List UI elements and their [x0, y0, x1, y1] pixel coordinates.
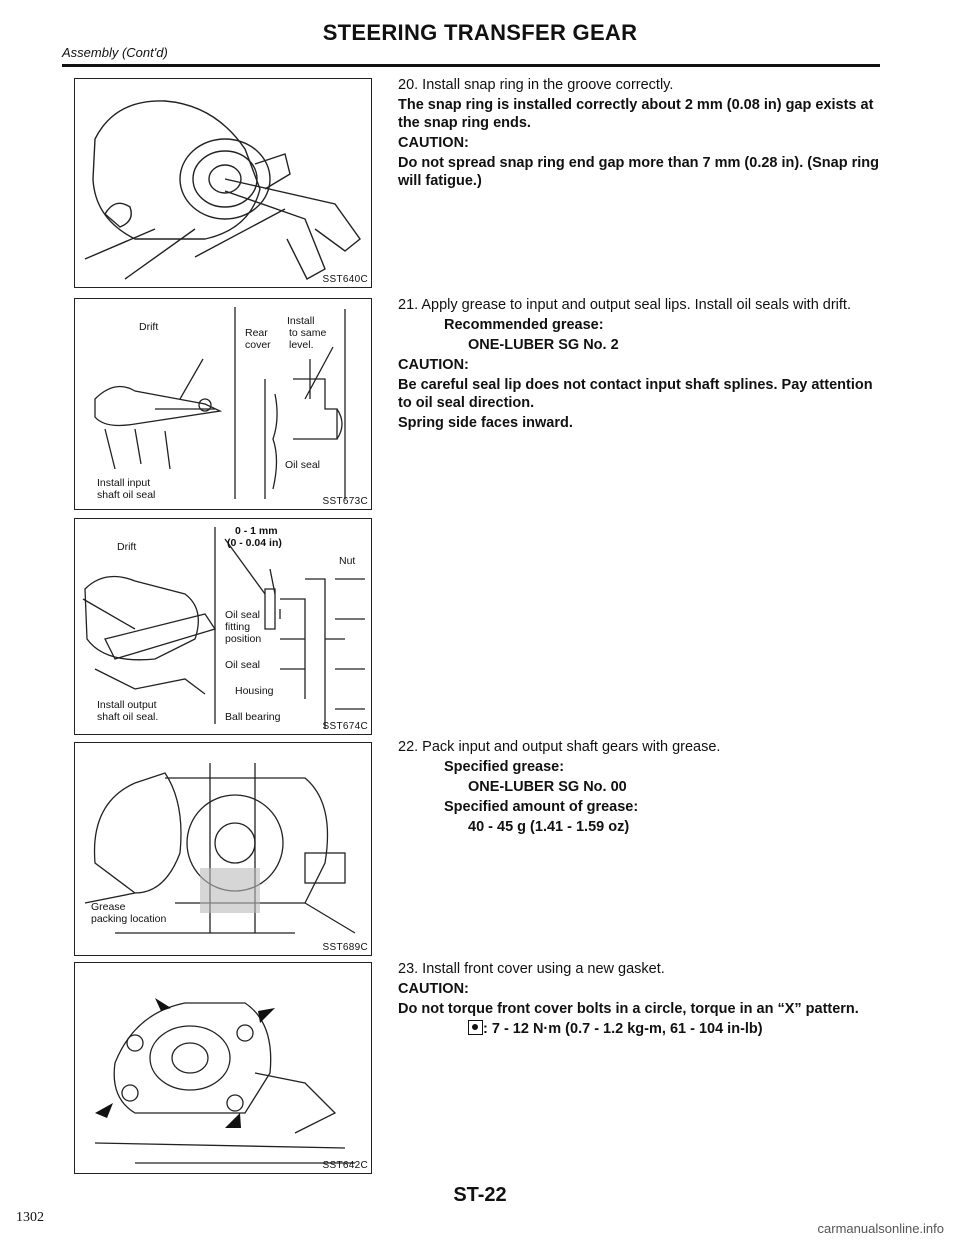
watermark: carmanualsonline.info	[817, 1221, 944, 1236]
label-grease: Grease	[91, 901, 126, 913]
page-number: ST-22	[453, 1184, 507, 1206]
figure-code: SST689C	[322, 942, 368, 953]
label-to-same: to same	[289, 327, 327, 339]
step-23-torque: : 7 - 12 N·m (0.7 - 1.2 kg-m, 61 - 104 in-lb)	[483, 1021, 763, 1037]
label-install: Install	[287, 315, 315, 327]
step-21-caution-label: CAUTION:	[398, 357, 469, 373]
label-oil-seal: Oil seal	[285, 459, 321, 471]
label-ball-bearing: Ball bearing	[225, 711, 281, 723]
step-23-caution: Do not torque front cover bolts in a circle, torque in an “X” pattern.	[398, 1001, 859, 1017]
label-position: position	[225, 633, 262, 645]
step-20-main: 20. Install snap ring in the groove correctly.	[398, 77, 674, 93]
label-rear: Rear	[245, 327, 268, 339]
label-cover: cover	[245, 339, 271, 351]
step-23-torque-line	[398, 1020, 886, 1038]
figure-code: SST642C	[322, 1160, 368, 1171]
label-clearance-in: (0 - 0.04 in)	[227, 537, 282, 549]
side-page-number: 1302	[16, 1210, 44, 1225]
label-fitting: fitting	[225, 621, 251, 633]
label-nut: Nut	[339, 555, 356, 567]
label-drift: Drift	[117, 541, 137, 553]
step-22-amount: 40 - 45 g (1.41 - 1.59 oz)	[468, 819, 630, 835]
figure-code: SST674C	[322, 721, 368, 732]
front-cover-illustration	[75, 963, 371, 1173]
step-20-note: The snap ring is installed correctly about 2 mm (0.08 in) gap exists at the snap ring ends.	[398, 97, 874, 131]
step-21	[398, 296, 886, 434]
figure-front-cover	[74, 962, 372, 1174]
step-21-grease: ONE-LUBER SG No. 2	[468, 337, 619, 353]
label-packing-location: packing location	[91, 913, 167, 925]
label-shaft-oil-seal: shaft oil seal.	[97, 711, 159, 723]
section-subtitle: Assembly (Cont'd)	[62, 45, 168, 60]
step-22-main: 22. Pack input and output shaft gears with grease.	[398, 739, 721, 755]
step-23	[398, 960, 886, 1040]
step-22-grease-label: Specified grease:	[444, 759, 565, 775]
label-shaft-oil-seal: shaft oil seal	[97, 489, 156, 501]
label-clearance-mm: 0 - 1 mm	[235, 525, 278, 537]
figure-input-seal	[74, 298, 372, 510]
step-23-caution-label: CAUTION:	[398, 981, 469, 997]
step-20	[398, 76, 886, 192]
label-housing: Housing	[235, 685, 274, 697]
step-22-amount-label: Specified amount of grease:	[444, 799, 639, 815]
step-21-caution-2: Spring side faces inward.	[398, 415, 573, 431]
label-oil-seal: Oil seal	[225, 659, 261, 671]
header-rule	[62, 64, 880, 67]
figure-snap-ring	[74, 78, 372, 288]
step-21-caution: Be careful seal lip does not contact input shaft splines. Pay attention to oil seal direction.	[398, 377, 873, 411]
step-22	[398, 738, 886, 838]
torque-wrench-icon	[468, 1020, 483, 1035]
figure-code: SST640C	[322, 274, 368, 285]
step-20-caution: Do not spread snap ring end gap more than 7 mm (0.28 in). (Snap ring will fatigue.)	[398, 155, 879, 189]
step-22-grease: ONE-LUBER SG No. 00	[468, 779, 627, 795]
step-21-grease-label: Recommended grease:	[444, 317, 604, 333]
step-20-caution-label: CAUTION:	[398, 135, 469, 151]
figure-code: SST673C	[322, 496, 368, 507]
label-drift: Drift	[139, 321, 159, 333]
page-title: STEERING TRANSFER GEAR	[322, 20, 638, 45]
figure-output-seal	[74, 518, 372, 735]
step-23-main: 23. Install front cover using a new gasket.	[398, 961, 665, 977]
label-level: level.	[289, 339, 314, 351]
snap-ring-illustration	[75, 79, 371, 287]
label-install-output: Install output	[97, 699, 157, 711]
label-install-input: Install input	[97, 477, 151, 489]
step-21-main: 21. Apply grease to input and output seal lips. Install oil seals with drift.	[398, 297, 851, 313]
label-oil-seal-fitting: Oil seal	[225, 609, 261, 621]
figure-grease-packing	[74, 742, 372, 956]
